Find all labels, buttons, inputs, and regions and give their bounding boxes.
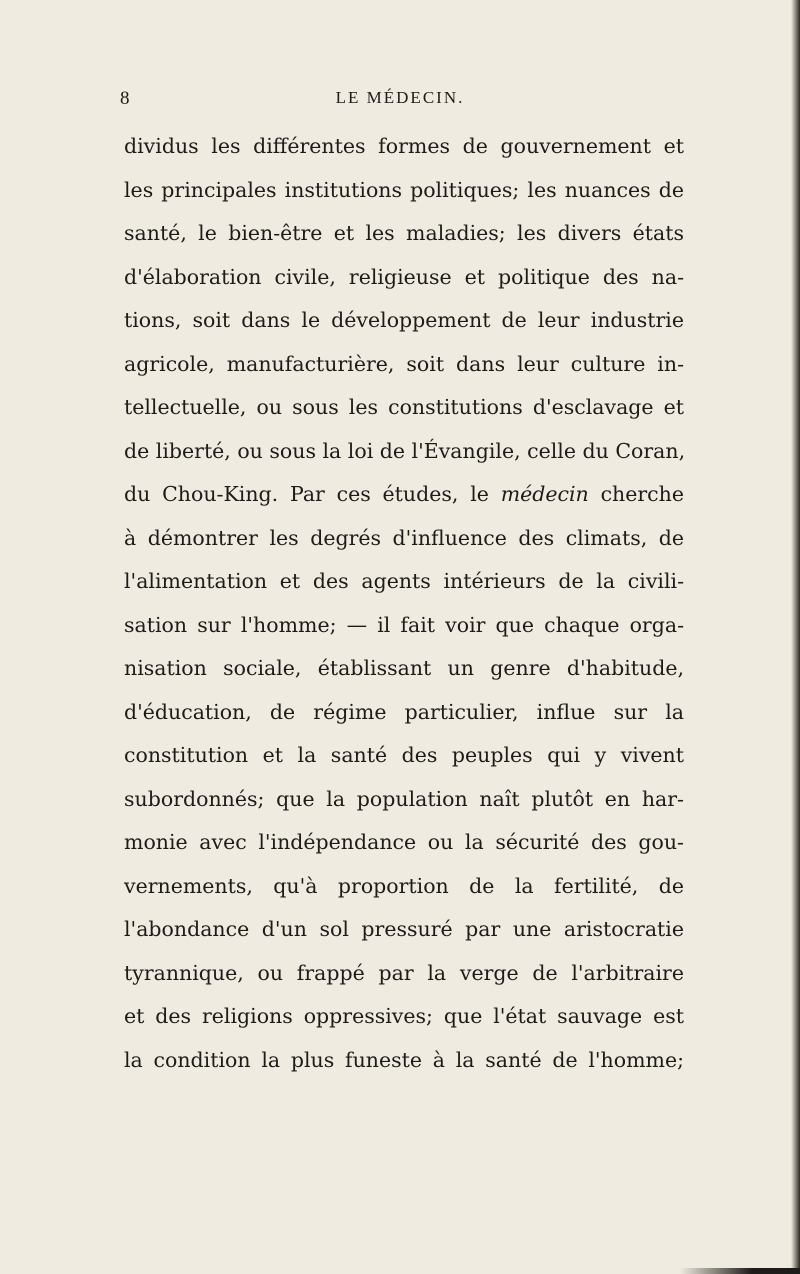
text-line: monie avec l'indépendance ou la sécurité des gou-	[124, 830, 684, 854]
text-line: d'éducation, de régime particulier, influe sur la	[124, 699, 684, 724]
text-line: d'élaboration civile, religieuse et politique des na-	[124, 264, 684, 289]
text-line: agricole, manufacturière, soit dans leur culture in-	[124, 351, 684, 376]
text-line-with-emphasis	[124, 473, 684, 517]
text-line: et des religions oppressives; que l'état sauvage est	[124, 1004, 684, 1028]
text-line: l'abondance d'un sol pressuré par une aristocratie	[124, 917, 684, 941]
text-line: sation sur l'homme; — il fait voir que chaque orga-	[124, 612, 684, 637]
text-line: tyrannique, ou frappé par la verge de l'arbitraire	[124, 960, 684, 985]
text-line: l'alimentation et des agents intérieurs de la civili-	[124, 569, 684, 593]
page-number: 8	[120, 88, 130, 109]
text-line: à démontrer les degrés d'influence des climats, de	[124, 525, 684, 550]
text-line: tellectuelle, ou sous les constitutions d'esclavage et	[124, 395, 684, 419]
text-line: dividus les différentes formes de gouvernement et	[124, 134, 684, 158]
text-line: santé, le bien-être et les maladies; les divers états	[124, 221, 684, 245]
text-line: la condition la plus funeste à la santé de l'homme;	[124, 1047, 684, 1072]
text-line: de liberté, ou sous la loi de l'Évangile, celle du Coran,	[124, 438, 686, 463]
text-segment: du Chou-King. Par ces études, le	[124, 482, 489, 506]
emphasized-word: médecin	[500, 482, 589, 506]
running-head: LE MÉDECIN.	[335, 88, 465, 107]
text-line: les principales institutions politiques; les nuances de	[124, 177, 684, 202]
text-line: subordonnés; que la population naît plutôt en har-	[124, 786, 684, 811]
text-line: constitution et la santé des peuples qui y vivent	[124, 743, 684, 767]
page-corner-shadow	[680, 1268, 800, 1274]
page-edge-shadow	[791, 0, 800, 1274]
text-segment: cherche	[600, 482, 684, 506]
page-header	[120, 88, 680, 114]
body-text	[124, 125, 684, 1082]
text-line: vernements, qu'à proportion de la fertilité, de	[124, 873, 684, 898]
text-line: tions, soit dans le développement de leur industrie	[124, 308, 684, 332]
text-line: nisation sociale, établissant un genre d'habitude,	[124, 656, 684, 680]
